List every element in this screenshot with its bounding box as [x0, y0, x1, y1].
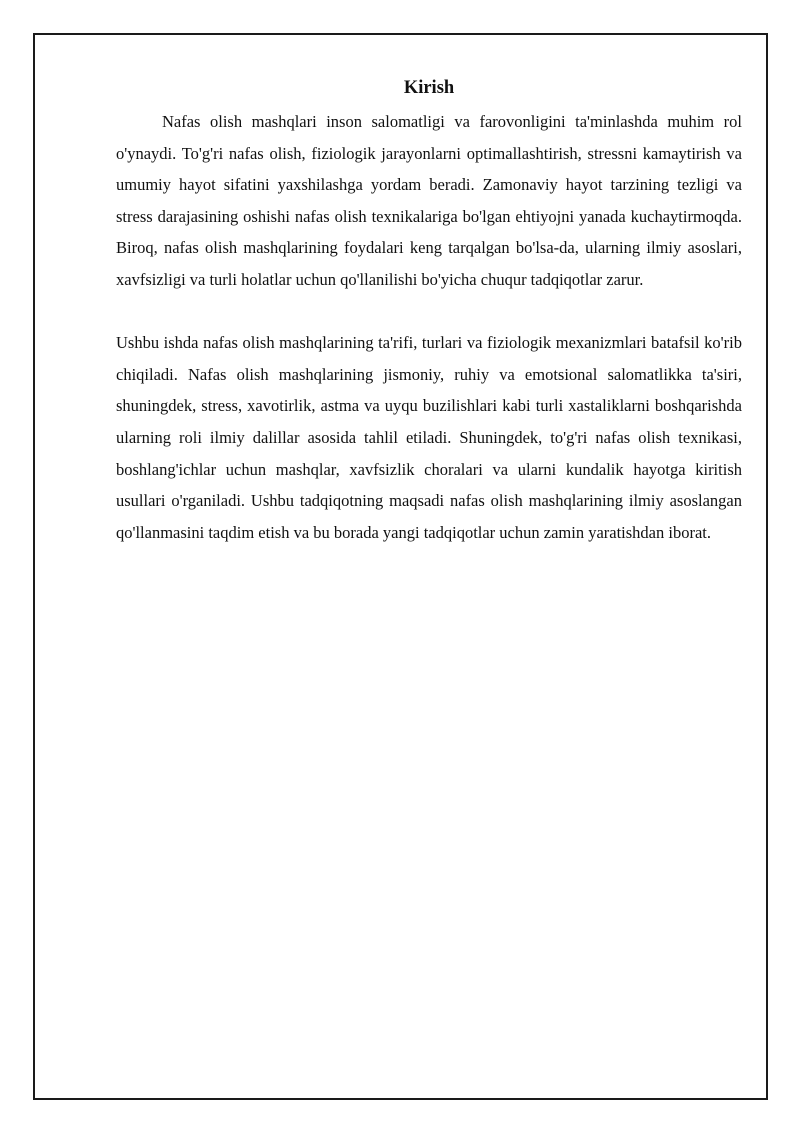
document-body: [116, 74, 742, 548]
paragraph-scope: Ushbu ishda nafas olish mashqlarining ta'rifi, turlari va fiziologik mexanizmlari batafsil ko'rib chiqiladi. Nafas olish mashqlarining jismoniy, ruhiy va emotsional salomatlikka ta'siri, shuningdek, stress, xavotirlik, astma va uyqu buzilishlari kabi turli xastaliklarni boshqarishda ularning roli ilmiy dalillar asosida tahlil etiladi. Shuningdek, to'g'ri nafas olish texnikasi, boshlang'ichlar uchun mashqlar, xavfsizlik choralari va ularni kundalik hayotga kiritish usullari o'rganiladi. Ushbu tadqiqotning maqsadi nafas olish mashqlarining ilmiy asoslangan qo'llanmasini taqdim etish va bu borada yangi tadqiqotlar uchun zamin yaratishdan iborat.: [116, 333, 742, 542]
document-title: Kirish: [403, 78, 455, 98]
paragraph-spacer: [116, 296, 742, 328]
paragraph-intro: Nafas olish mashqlari inson salomatligi va farovonligini ta'minlashda muhim rol o'ynaydi. To'g'ri nafas olish, fiziologik jarayonlarni optimallashtirish, stressni kamaytirish va umumiy hayot sifatini yaxshilashga yordam beradi. Zamonaviy hayot tarzining tezligi va stress darajasining oshishi nafas olish texnikalariga bo'lgan ehtiyojni yanada kuchaytirmoqda. Biroq, nafas olish mashqlarining foydalari keng tarqalgan bo'lsa-da, ularning ilmiy asoslari, xavfsizligi va turli holatlar uchun qo'llanilishi bo'yicha chuqur tadqiqotlar zarur.: [116, 112, 742, 289]
